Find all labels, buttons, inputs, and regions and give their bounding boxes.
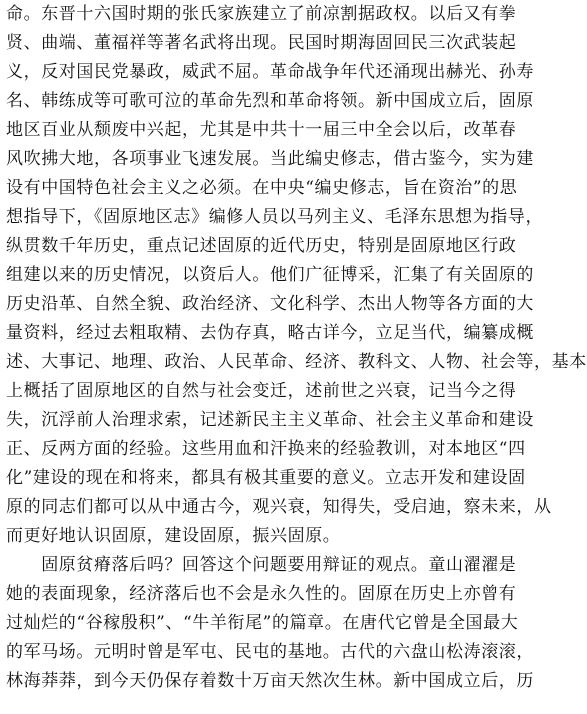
- text-line: 名、韩练成等可歌可泣的革命先烈和革命将领。新中国成立后，固原: [6, 91, 534, 111]
- text-line: 设有中国特色社会主义之必须。在中央“编史修志，旨在资治”的思: [6, 178, 518, 198]
- text-line: 地区百业从颓废中兴起，尤其是中共十一届三中全会以后，改革春: [6, 120, 517, 140]
- text-line: 组建以来的历史情况，以资后人。他们广征博采，汇集了有关固原的: [6, 265, 534, 285]
- text-line: 贤、曲端、董福祥等著名武将出现。民国时期海固回民三次武装起: [6, 33, 517, 53]
- text-line: 她的表面现象，经济落后也不会是永久性的。固原在历史上亦曾有: [6, 584, 517, 604]
- text-line: 风吹拂大地，各项事业飞速发展。当此编史修志，借古鉴今，实为建: [6, 149, 534, 169]
- text-line: 化”建设的现在和将来，都具有极其重要的意义。立志开发和建设固: [6, 468, 526, 488]
- text-line: 义，反对国民党暴政，威武不屈。革命战争年代还涌现出赫光、孙寿: [6, 62, 534, 82]
- text-line: 述、大事记、地理、政治、人民革命、经济、教科文、人物、社会等，基本: [6, 352, 587, 372]
- text-line: 林海莽莽，到今天仍保存着数十万亩天然次生林。新中国成立后，历: [6, 671, 534, 691]
- text-line: 的军马场。元明时曾是军屯、民屯的基地。古代的六盘山松涛滚滚，: [6, 642, 534, 662]
- text-line: 固原贫瘠落后吗？回答这个问题要用辩证的观点。童山濯濯是: [6, 555, 517, 575]
- text-line: 失，沉浮前人治理求索，记述新民主主义革命、社会主义革命和建设: [6, 410, 534, 430]
- text-line: 想指导下，《固原地区志》编修人员以马列主义、毛泽东思想为指导，: [6, 207, 544, 227]
- text-line: 量资料，经过去粗取精、去伪存真，略古详今，立足当代，编纂成概: [6, 323, 534, 343]
- text-line: 纵贯数千年历史，重点记述固原的近代历史，特别是固原地区行政: [6, 236, 517, 256]
- text-line: 历史沿革、自然全貌、政治经济、文化科学、杰出人物等各方面的大: [6, 294, 534, 314]
- text-line: 过灿烂的“谷稼殷积”、“牛羊衔尾”的篇章。在唐代它曾是全国最大: [6, 613, 519, 633]
- text-line: 而更好地认识固原，建设固原，振兴固原。: [6, 526, 341, 546]
- text-line: 正、反两方面的经验。这些用血和汗换来的经验教训，对本地区“四: [6, 439, 526, 459]
- text-line: 上概括了固原地区的自然与社会变迁，述前世之兴衰，记当今之得: [6, 381, 517, 401]
- text-line: 原的同志们都可以从中通古今，观兴衰，知得失，受启迪，察未来，从: [6, 497, 552, 517]
- text-line: 命。东晋十六国时期的张氏家族建立了前凉割据政权。以后又有拳: [6, 4, 517, 24]
